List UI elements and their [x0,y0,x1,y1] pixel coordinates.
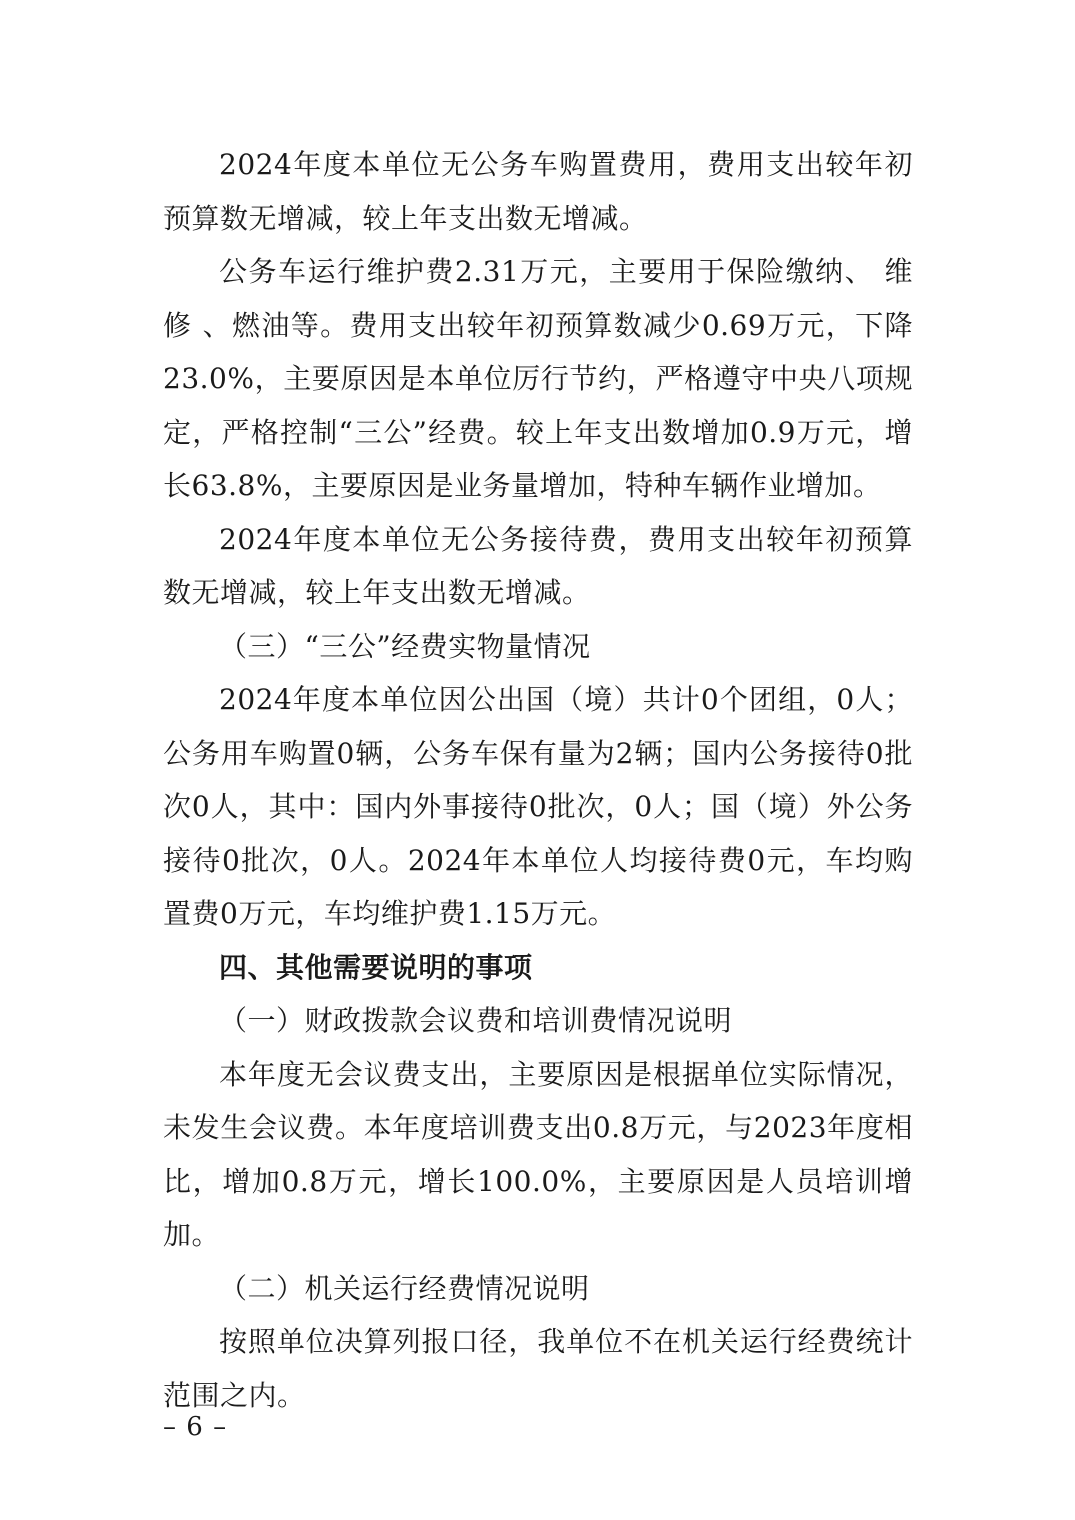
paragraph-vehicle-maintenance: 公务车运行维护费2.31万元，主要用于保险缴纳、 维修 、燃油等。费用支出较年初预算数减少0.69万元，下降23.0%，主要原因是本单位厉行节约，严格遵守中央八项规定，严格控制“三公”经费。较上年支出数增加0.9万元，增长63.8%，主要原因是业务量增加，特种车辆作业增加。 [163,255,913,502]
subheading-physical-quantity: （三）“三公”经费实物量情况 [219,629,591,663]
paragraph-vehicle-purchase: 2024年度本单位无公务车购置费用，费用支出较年初预算数无增减，较上年支出数无增减。 [163,148,913,235]
paragraph-physical-quantity: 2024年度本单位因公出国（境）共计0个团组，0人；公务用车购置0辆，公务车保有量为2辆；国内公务接待0批次0人，其中：国内外事接待0批次，0人；国（境）外公务接待0批次，0人。2024年本单位人均接待费0元，车均购置费0万元，车均维护费1.15万元。 [163,683,913,930]
document-body [163,138,913,1422]
paragraph-meeting-training: 本年度无会议费支出，主要原因是根据单位实际情况，未发生会议费。本年度培训费支出0.8万元，与2023年度相比，增加0.8万元，增长100.0%，主要原因是人员培训增加。 [163,1057,913,1251]
section-heading-other-matters: 四、其他需要说明的事项 [219,950,533,984]
subheading-operating-expenses: （二）机关运行经费情况说明 [219,1271,590,1305]
subheading-meeting-training: （一）财政拨款会议费和培训费情况说明 [219,1004,733,1037]
page-number: – 6 – [163,1412,228,1442]
paragraph-operating-expenses: 按照单位决算列报口径，我单位不在机关运行经费统计范围之内。 [163,1325,913,1412]
paragraph-reception-fee: 2024年度本单位无公务接待费，费用支出较年初预算数无增减，较上年支出数无增减。 [163,522,913,609]
